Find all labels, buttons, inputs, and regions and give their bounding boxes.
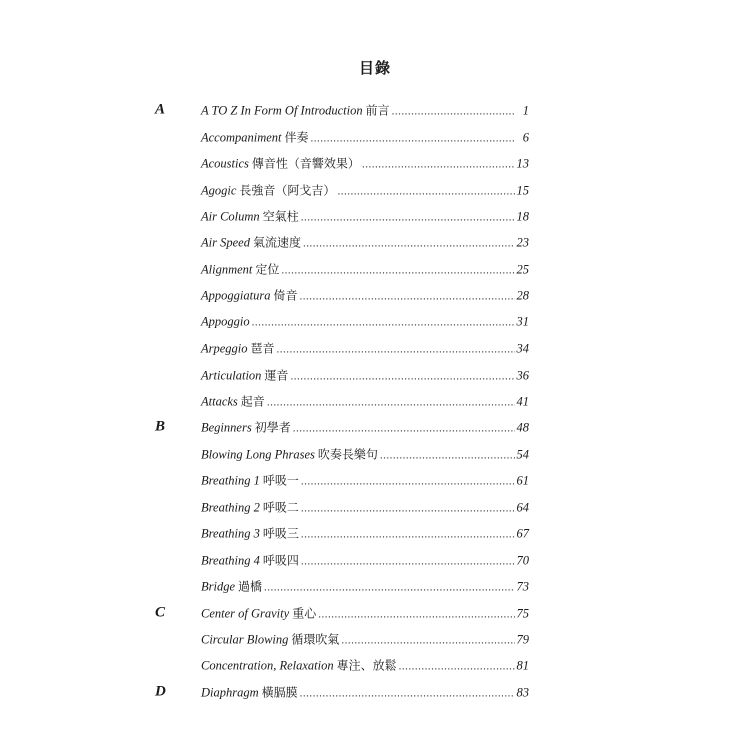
toc-entry-content (201, 445, 529, 462)
toc-entry (0, 282, 750, 308)
dot-leader (264, 582, 514, 594)
toc-entry (0, 573, 750, 599)
section-letter: D (155, 683, 166, 700)
dot-leader (301, 502, 515, 514)
dot-leader (267, 397, 515, 409)
page-number: 18 (516, 209, 529, 224)
entry-title-en: Articulation (201, 368, 262, 383)
page-number: 54 (516, 447, 529, 462)
page-number: 81 (516, 658, 529, 673)
toc-entry (0, 97, 750, 123)
toc-entry-content (201, 630, 529, 647)
page-number: 83 (516, 685, 529, 700)
page-number: 15 (516, 183, 529, 198)
dot-leader (380, 449, 515, 461)
toc-entry (0, 229, 750, 255)
page-number: 34 (516, 341, 529, 356)
toc-entry-content (201, 102, 529, 119)
entry-title-en: Bridge (201, 579, 236, 594)
entry-title-zh: 呼吸一 (262, 473, 299, 488)
page-number: 28 (516, 288, 529, 303)
entry-title-zh: 長強音（阿戈吉） (239, 183, 336, 198)
page-title: 目錄 (358, 59, 391, 77)
toc-entry-content (201, 578, 529, 595)
page-number: 70 (516, 553, 529, 568)
toc-entry-content (201, 419, 529, 436)
toc-entry-content (201, 551, 529, 568)
dot-leader (399, 661, 515, 673)
page-number: 41 (516, 394, 529, 409)
entry-title-zh: 過橋 (238, 579, 263, 594)
entry-title-zh: 倚音 (273, 288, 298, 303)
toc-entry-content (201, 155, 529, 172)
dot-leader (303, 238, 515, 250)
toc-entry (0, 679, 750, 705)
toc-entry-content (201, 340, 529, 357)
entry-title-en: Attacks (201, 394, 238, 409)
entry-title-zh: 空氣柱 (262, 209, 299, 224)
page-number: 6 (522, 130, 529, 145)
entry-title-en: Appoggiatura (201, 288, 271, 303)
dot-leader (301, 211, 515, 223)
entry-title-en: Breathing 4 (201, 553, 260, 568)
page-number: 67 (516, 526, 529, 541)
page-number: 48 (516, 420, 529, 435)
toc-entry-content (201, 314, 529, 329)
entry-title-en: Diaphragm (201, 685, 259, 700)
entry-title-zh: 傳音性（音響效果） (251, 156, 360, 171)
dot-leader (341, 634, 514, 646)
page-number: 73 (516, 579, 529, 594)
dot-leader (300, 687, 515, 699)
entry-title-zh: 初學者 (254, 420, 291, 435)
dot-leader (301, 529, 515, 541)
toc-entry-content (201, 525, 529, 542)
toc-entry-content (201, 472, 529, 489)
entry-title-zh: 橫膈膜 (261, 685, 298, 700)
entry-title-zh: 呼吸三 (262, 526, 299, 541)
entry-title-en: Circular Blowing (201, 632, 289, 647)
toc-entry-content (201, 498, 529, 515)
section-letter: B (155, 418, 166, 435)
toc-entry (0, 414, 750, 440)
toc-entry-content (201, 393, 529, 410)
section-letter: C (155, 604, 166, 621)
entry-title-zh: 呼吸二 (262, 500, 299, 515)
entry-title-zh: 伴奏 (284, 130, 309, 145)
toc-entry (0, 652, 750, 678)
toc-entry-content (201, 683, 529, 700)
entry-title-en: Breathing 2 (201, 500, 260, 515)
entry-title-en: Breathing 3 (201, 526, 260, 541)
toc-entry-content (201, 207, 529, 224)
toc-entry-content (201, 604, 529, 621)
toc-entry (0, 309, 750, 335)
dot-leader (362, 159, 515, 171)
toc-entry-content (201, 234, 529, 251)
toc-entry-content (201, 181, 529, 198)
page-number: 1 (522, 103, 529, 118)
toc-entry (0, 335, 750, 361)
toc-entry (0, 467, 750, 493)
dot-leader (337, 185, 514, 197)
entry-title-zh: 起音 (240, 394, 265, 409)
entry-title-zh: 運音 (264, 368, 289, 383)
page-number: 23 (516, 235, 529, 250)
dot-leader (290, 370, 514, 382)
page-number: 13 (516, 156, 529, 171)
entry-title-en: Center of Gravity (201, 606, 290, 621)
toc-entry (0, 123, 750, 149)
toc-entry-content (201, 128, 529, 145)
page-number: 25 (516, 262, 529, 277)
toc-entry-content (201, 657, 529, 674)
page-number: 64 (516, 500, 529, 515)
table-of-contents (0, 97, 750, 705)
dot-leader (299, 291, 514, 303)
entry-title-en: A TO Z In Form Of Introduction (201, 103, 363, 118)
toc-entry (0, 626, 750, 652)
entry-title-zh: 呼吸四 (262, 553, 299, 568)
page-number: 36 (516, 368, 529, 383)
entry-title-en: Appoggio (201, 314, 250, 329)
entry-title-en: Blowing Long Phrases (201, 447, 315, 462)
entry-title-zh: 氣流速度 (252, 235, 301, 250)
dot-leader (318, 608, 514, 620)
page-number: 31 (516, 314, 529, 329)
toc-entry (0, 520, 750, 546)
entry-title-zh: 專注、放鬆 (336, 658, 397, 673)
toc-entry (0, 361, 750, 387)
page-number: 75 (516, 606, 529, 621)
toc-entry (0, 176, 750, 202)
entry-title-en: Air Speed (201, 235, 250, 250)
entry-title-en: Alignment (201, 262, 253, 277)
dot-leader (392, 106, 515, 118)
entry-title-en: Acoustics (201, 156, 249, 171)
page-number: 79 (516, 632, 529, 647)
page-number: 61 (516, 473, 529, 488)
dot-leader (301, 555, 515, 567)
dot-leader (252, 316, 515, 328)
entry-title-en: Concentration, Relaxation (201, 658, 334, 673)
entry-title-zh: 吹奏長樂句 (317, 447, 378, 462)
entry-title-zh: 前言 (365, 103, 390, 118)
toc-entry (0, 599, 750, 625)
toc-entry (0, 150, 750, 176)
entry-title-zh: 定位 (255, 262, 280, 277)
entry-title-zh: 循環吹氣 (291, 632, 340, 647)
dot-leader (301, 476, 515, 488)
dot-leader (277, 344, 515, 356)
toc-entry (0, 203, 750, 229)
dot-leader (311, 132, 515, 144)
entry-title-en: Beginners (201, 420, 252, 435)
entry-title-zh: 琶音 (250, 341, 275, 356)
entry-title-en: Breathing 1 (201, 473, 260, 488)
dot-leader (293, 423, 515, 435)
toc-entry-content (201, 287, 529, 304)
toc-entry (0, 494, 750, 520)
toc-entry (0, 388, 750, 414)
toc-entry (0, 441, 750, 467)
entry-title-en: Arpeggio (201, 341, 248, 356)
entry-title-zh: 重心 (292, 606, 317, 621)
toc-entry-content (201, 260, 529, 277)
section-letter: A (155, 101, 166, 118)
dot-leader (281, 264, 514, 276)
toc-entry-content (201, 366, 529, 383)
toc-entry (0, 256, 750, 282)
entry-title-en: Accompaniment (201, 130, 282, 145)
entry-title-en: Air Column (201, 209, 260, 224)
entry-title-en: Agogic (201, 183, 237, 198)
toc-entry (0, 546, 750, 572)
